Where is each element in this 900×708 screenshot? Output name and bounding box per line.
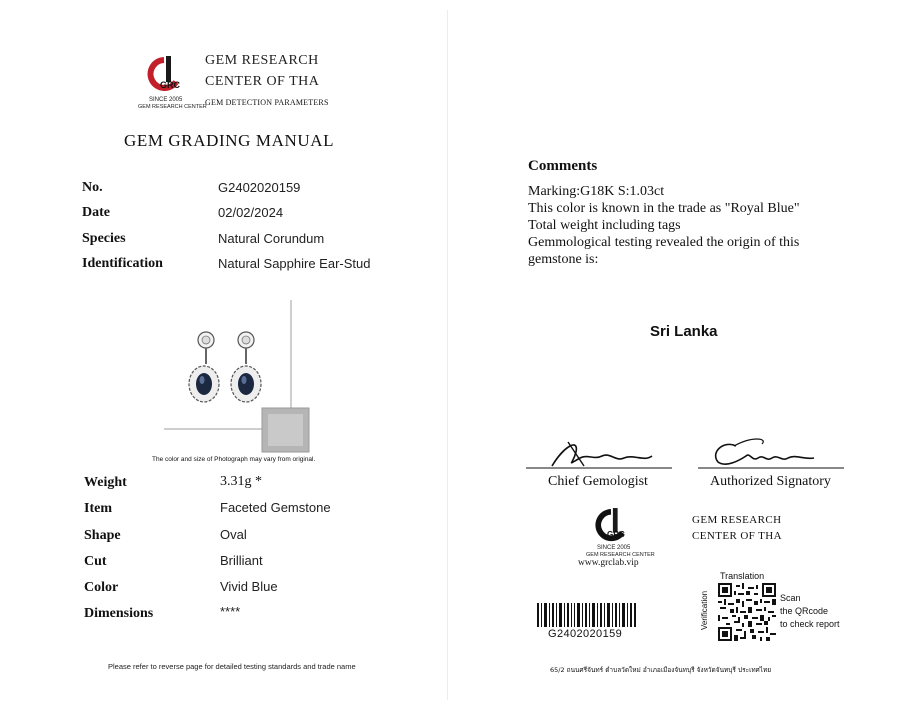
footer-note: Please refer to reverse page for detailed testing standards and trade name [108,662,356,671]
qr-scan-line: to check report [780,619,840,629]
spec-value-color: Vivid Blue [220,579,278,594]
comment-line: This color is known in the trade as "Royal Blue" [528,201,800,216]
manual-title: GEM GRADING MANUAL [124,131,335,150]
info-value-identification: Natural Sapphire Ear-Stud [218,256,371,271]
qr-scan-line: the QRcode [780,606,829,616]
barcode-icon [537,603,637,627]
brand-line-3: GEM DETECTION PARAMETERS [205,98,329,107]
address-line: 65/2 ถนนศรีจันทร์ ตำบลวัดใหม่ อำเภอเมืองจันทบุรี จังหวัดจันทบุรี ประเทศไทย [550,666,772,674]
logo-since: SINCE 2005 [149,97,183,103]
info-value-no: G2402020159 [218,180,301,195]
spec-value-shape: Oval [220,527,247,542]
qr-scan-line: Scan [780,593,801,603]
comment-line: Gemmological testing revealed the origin of this [528,235,800,250]
spec-label-shape: Shape [84,528,121,543]
origin-value: Sri Lanka [650,323,718,340]
earring-photo [160,296,310,454]
spec-label-weight: Weight [84,475,127,490]
info-label-date: Date [82,205,110,220]
qr-translation-label: Translation [720,571,765,581]
spec-value-cut: Brilliant [220,553,263,568]
spec-label-cut: Cut [84,554,107,569]
spec-value-dimensions: **** [220,604,241,619]
spec-label-color: Color [84,580,119,595]
photo-caption: The color and size of Photograph may vary from original. [152,456,316,463]
chief-gemologist-caption: Chief Gemologist [548,474,648,489]
comment-line: Total weight including tags [528,218,681,233]
authorized-signatory-signature [696,434,846,472]
logo-center: GEM RESEARCH CENTER [586,552,655,558]
spec-label-item: Item [84,501,112,516]
website-link[interactable]: www.grclab.vip [578,558,639,568]
page-divider [447,10,448,700]
logo-mark-text: GRC [607,530,625,539]
brand-line-2: CENTER OF THA [205,74,320,89]
authorized-signatory-caption: Authorized Signatory [710,474,831,489]
comments-title: Comments [528,158,598,174]
qr-code-icon[interactable] [718,583,776,641]
logo-mark-text: GRC [160,80,180,90]
logo-center: GEM RESEARCH CENTER [138,104,207,110]
info-value-date: 02/02/2024 [218,205,284,220]
chief-gemologist-signature [524,436,674,472]
info-label-no: No. [82,180,103,195]
spec-value-weight: 3.31g * [220,474,262,489]
info-value-species: Natural Corundum [218,231,325,246]
info-label-species: Species [82,231,126,246]
brand-line-2: CENTER OF THA [692,530,782,542]
comment-line: Marking:G18K S:1.03ct [528,184,665,199]
brand-line-1: GEM RESEARCH [692,514,782,526]
info-label-identification: Identification [82,256,163,271]
comment-line: gemstone is: [528,252,599,267]
spec-value-item: Faceted Gemstone [220,500,331,515]
barcode-number: G2402020159 [548,628,623,640]
spec-label-dimensions: Dimensions [84,606,154,621]
logo-since: SINCE 2005 [597,545,631,551]
qr-verification-label: Verification [700,590,709,630]
brand-line-1: GEM RESEARCH [205,53,319,68]
